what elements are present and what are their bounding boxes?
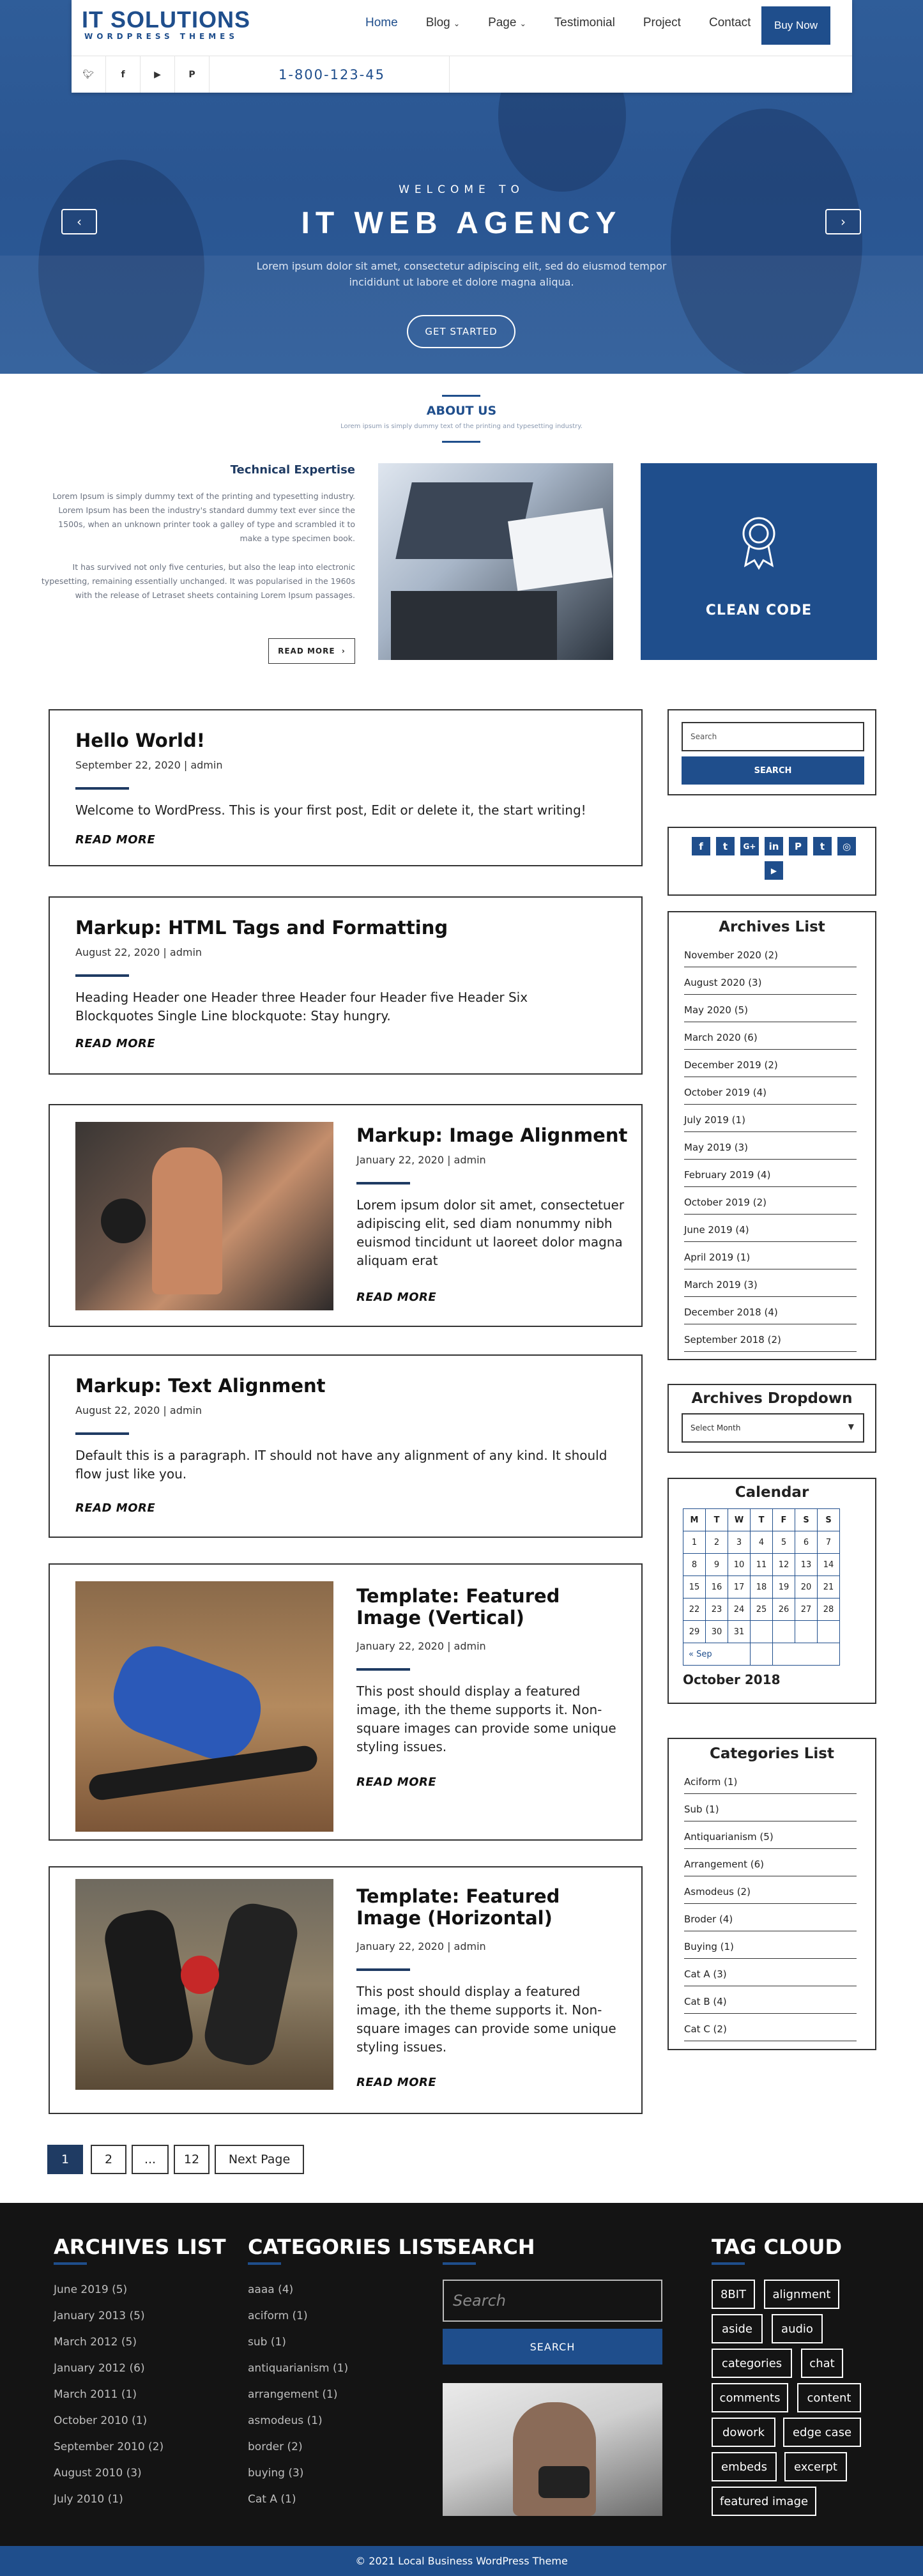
calendar-day bbox=[751, 1621, 773, 1643]
post-meta: August 22, 2020 | admin bbox=[75, 1404, 202, 1416]
award-icon bbox=[736, 513, 781, 571]
calendar-widget bbox=[667, 1478, 876, 1704]
hero-text: Lorem ipsum dolor sit amet, consectetur adipiscing elit, sed do eiusmod tempor incididunt ut labore et dolore magna aliqua. bbox=[256, 260, 667, 288]
post-title[interactable]: Markup: Text Alignment bbox=[75, 1375, 326, 1397]
calendar-day: 11 bbox=[751, 1554, 773, 1576]
category-link[interactable]: Cat B (4) bbox=[684, 1996, 727, 2007]
twitter-icon[interactable]: t bbox=[716, 837, 735, 855]
main-nav bbox=[365, 0, 779, 46]
post-meta: September 22, 2020 | admin bbox=[75, 759, 223, 771]
chevron-down-icon: ⌄ bbox=[454, 19, 461, 28]
archive-link[interactable]: July 2019 (1) bbox=[684, 1114, 745, 1126]
post-card bbox=[49, 896, 643, 1075]
calendar-day: 21 bbox=[818, 1576, 840, 1598]
calendar-day: 14 bbox=[818, 1554, 840, 1576]
list-divider bbox=[684, 1186, 857, 1187]
sidebar-search-button[interactable]: SEARCH bbox=[682, 756, 864, 785]
list-divider bbox=[684, 1296, 857, 1297]
calendar-table bbox=[683, 1508, 840, 1666]
footer-tag-title: TAG CLOUD bbox=[712, 2235, 842, 2259]
post-divider bbox=[356, 1968, 410, 1971]
youtube-icon[interactable]: ▶ bbox=[765, 861, 783, 880]
youtube-icon[interactable]: ▶ bbox=[141, 56, 175, 93]
page-2-button[interactable]: 2 bbox=[91, 2145, 126, 2174]
get-started-button[interactable]: GET STARTED bbox=[407, 315, 515, 348]
footer-category-link[interactable]: Cat A (1) bbox=[248, 2493, 296, 2506]
list-divider bbox=[684, 1131, 857, 1132]
post-divider bbox=[75, 1432, 129, 1435]
archives-title: Archives List bbox=[719, 919, 825, 935]
calendar-day-header: F bbox=[773, 1509, 795, 1531]
calendar-day: 3 bbox=[728, 1531, 751, 1554]
select-value: Select Month bbox=[690, 1423, 741, 1432]
tag-link[interactable]: alignment bbox=[764, 2280, 839, 2309]
calendar-day: 15 bbox=[683, 1576, 706, 1598]
archive-link[interactable]: December 2019 (2) bbox=[684, 1059, 778, 1071]
calendar-day: 30 bbox=[706, 1621, 728, 1643]
footer-divider bbox=[54, 2262, 87, 2265]
nav-project[interactable]: Project bbox=[643, 16, 681, 29]
category-link[interactable]: Asmodeus (2) bbox=[684, 1886, 751, 1897]
chevron-right-icon[interactable]: › bbox=[825, 209, 861, 234]
paper-shape bbox=[508, 508, 613, 591]
tag-link[interactable]: categories bbox=[712, 2349, 792, 2378]
list-divider bbox=[684, 1958, 857, 1959]
calendar-day-header: W bbox=[728, 1509, 751, 1531]
about-read-more-button[interactable] bbox=[268, 638, 355, 664]
list-divider bbox=[684, 1104, 857, 1105]
figure-shape bbox=[513, 2402, 596, 2516]
footer-archive-link[interactable]: October 2010 (1) bbox=[54, 2414, 148, 2427]
category-link[interactable]: Sub (1) bbox=[684, 1804, 719, 1815]
archive-link[interactable]: October 2019 (2) bbox=[684, 1197, 767, 1208]
category-link[interactable]: Aciform (1) bbox=[684, 1776, 738, 1788]
archives-month-select[interactable] bbox=[682, 1413, 864, 1443]
calendar-day: 1 bbox=[683, 1531, 706, 1554]
calendar-day: 7 bbox=[818, 1531, 840, 1554]
archives-dropdown-title: Archives Dropdown bbox=[691, 1390, 853, 1407]
footer-divider bbox=[248, 2262, 281, 2265]
footer-category-link[interactable]: aciform (1) bbox=[248, 2310, 308, 2322]
footer-category-link[interactable]: arrangement (1) bbox=[248, 2388, 338, 2401]
archive-link[interactable]: November 2020 (2) bbox=[684, 949, 778, 961]
header-phone[interactable]: 1-800-123-45 bbox=[215, 56, 450, 93]
footer-search-button[interactable]: SEARCH bbox=[443, 2329, 662, 2365]
post-title[interactable]: Markup: Image Alignment bbox=[356, 1124, 628, 1146]
footer-category-link[interactable]: antiquarianism (1) bbox=[248, 2362, 349, 2375]
tech-heading: Technical Expertise bbox=[230, 463, 355, 477]
archive-link[interactable]: May 2020 (5) bbox=[684, 1004, 748, 1016]
tag-link[interactable]: embeds bbox=[712, 2452, 777, 2481]
post-excerpt: Default this is a paragraph. IT should not have any alignment of any kind. It should flow just like you. bbox=[75, 1448, 607, 1482]
list-divider bbox=[684, 1241, 857, 1242]
footer-archive-link[interactable]: June 2019 (5) bbox=[54, 2283, 128, 2296]
post-title[interactable]: Markup: HTML Tags and Formatting bbox=[75, 917, 448, 939]
nav-blog-label: Blog bbox=[425, 16, 450, 29]
archive-link[interactable]: June 2019 (4) bbox=[684, 1224, 749, 1236]
post-divider bbox=[75, 787, 129, 790]
archives-widget bbox=[667, 911, 876, 1360]
search-widget bbox=[667, 709, 876, 795]
post-meta: January 22, 2020 | admin bbox=[356, 1640, 486, 1652]
footer-categories-title: CATEGORIES LIST bbox=[248, 2235, 448, 2259]
copyright-bar: © 2021 Local Business WordPress Theme bbox=[0, 2546, 923, 2576]
post-read-more-link[interactable]: READ MORE bbox=[356, 1291, 437, 1304]
calendar-day: 12 bbox=[773, 1554, 795, 1576]
nav-blog[interactable] bbox=[426, 16, 460, 30]
post-title[interactable]: Hello World! bbox=[75, 730, 205, 751]
page-1-button[interactable]: 1 bbox=[47, 2145, 83, 2174]
calendar-day bbox=[795, 1621, 818, 1643]
post-divider bbox=[75, 974, 129, 977]
about-subtitle: Lorem ipsum is simply dummy text of the printing and typesetting industry. bbox=[340, 423, 583, 430]
footer-archive-link[interactable]: September 2010 (2) bbox=[54, 2441, 164, 2453]
header-social bbox=[72, 56, 210, 93]
page-ellipsis: ... bbox=[132, 2145, 169, 2174]
tag-link[interactable]: aside bbox=[712, 2314, 763, 2343]
footer bbox=[0, 2203, 923, 2546]
calendar-title: Calendar bbox=[735, 1484, 809, 1501]
calendar-month: October 2018 bbox=[683, 1672, 781, 1687]
post-card bbox=[49, 1354, 643, 1538]
hero-welcome: WELCOME TO bbox=[399, 183, 524, 196]
list-divider bbox=[684, 2013, 857, 2014]
calendar-day: 24 bbox=[728, 1598, 751, 1621]
fitness-photo bbox=[75, 1879, 333, 2090]
about-paragraph: Lorem Ipsum is simply dummy text of the printing and typesetting industry. Lorem Ipsum has been the industry's standard dummy text ever since the 1500s, when an unknown printer took a galley of type and scrambled it to make a type specimen book. bbox=[52, 491, 355, 543]
buy-now-button[interactable]: Buy Now bbox=[761, 6, 830, 45]
calendar-day: 22 bbox=[683, 1598, 706, 1621]
hero-slider bbox=[0, 0, 923, 374]
ball-shape bbox=[181, 1956, 219, 1994]
tag-link[interactable]: 8BIT bbox=[712, 2280, 755, 2309]
post-card bbox=[49, 709, 643, 866]
list-divider bbox=[684, 1903, 857, 1904]
read-more-label: READ MORE bbox=[278, 647, 335, 656]
tag-link[interactable]: featured image bbox=[712, 2487, 816, 2516]
category-link[interactable]: Cat A (3) bbox=[684, 1968, 727, 1980]
chevron-down-icon: ▼ bbox=[848, 1422, 854, 1431]
calendar-day: 13 bbox=[795, 1554, 818, 1576]
calendar-day-header: S bbox=[818, 1509, 840, 1531]
list-divider bbox=[684, 1159, 857, 1160]
figure-shape bbox=[103, 1636, 271, 1770]
post-divider bbox=[356, 1182, 410, 1184]
pinterest-icon[interactable]: P bbox=[175, 56, 210, 93]
next-page-button[interactable]: Next Page bbox=[215, 2145, 304, 2174]
post-read-more-link[interactable]: READ MORE bbox=[75, 833, 156, 847]
post-meta: January 22, 2020 | admin bbox=[356, 1154, 486, 1166]
calendar-day: 19 bbox=[773, 1576, 795, 1598]
calendar-day: 31 bbox=[728, 1621, 751, 1643]
post-excerpt: This post should display a featured image, ith the theme supports it. Non-square images can provide some unique styling issues. bbox=[356, 1984, 616, 2055]
list-divider bbox=[684, 1351, 857, 1352]
google-plus-icon[interactable]: G+ bbox=[740, 837, 759, 855]
about-divider bbox=[442, 441, 480, 443]
logo-subtitle: WORDPRESS THEMES bbox=[84, 32, 239, 41]
calendar-day: 20 bbox=[795, 1576, 818, 1598]
archive-link[interactable]: March 2020 (6) bbox=[684, 1032, 758, 1043]
calendar-day: 18 bbox=[751, 1576, 773, 1598]
list-divider bbox=[684, 1049, 857, 1050]
dumbbell-shape bbox=[538, 2466, 590, 2498]
pinterest-icon[interactable]: P bbox=[789, 837, 807, 855]
calendar-next-cell bbox=[773, 1643, 840, 1666]
logo-title[interactable]: IT SOLUTIONS bbox=[82, 6, 250, 33]
calendar-day: 29 bbox=[683, 1621, 706, 1643]
categories-title: Categories List bbox=[709, 1745, 834, 1762]
hero-title: IT WEB AGENCY bbox=[301, 206, 622, 240]
calendar-day-header: S bbox=[795, 1509, 818, 1531]
calendar-day bbox=[818, 1621, 840, 1643]
archive-link[interactable]: September 2018 (2) bbox=[684, 1334, 781, 1346]
calendar-prev-link[interactable]: « Sep bbox=[683, 1643, 751, 1666]
footer-archive-link[interactable]: January 2012 (6) bbox=[54, 2362, 145, 2375]
calendar-day: 26 bbox=[773, 1598, 795, 1621]
calendar-day-header: T bbox=[706, 1509, 728, 1531]
figure-shape bbox=[101, 1906, 197, 2069]
nav-testimonial[interactable]: Testimonial bbox=[554, 16, 615, 29]
post-title[interactable]: Template: Featured Image (Vertical) bbox=[356, 1585, 560, 1629]
about-title: ABOUT US bbox=[426, 404, 497, 418]
gym-photo bbox=[443, 2383, 662, 2516]
clean-code-box bbox=[641, 463, 877, 660]
archive-link[interactable]: February 2019 (4) bbox=[684, 1169, 771, 1181]
chevron-left-icon[interactable]: ‹ bbox=[61, 209, 97, 234]
archive-link[interactable]: August 2020 (3) bbox=[684, 977, 762, 988]
footer-archives-title: ARCHIVES LIST bbox=[54, 2235, 226, 2259]
categories-widget bbox=[667, 1738, 876, 2050]
chevron-right-icon: › bbox=[341, 647, 346, 656]
page-12-button[interactable]: 12 bbox=[174, 2145, 210, 2174]
list-divider bbox=[684, 1793, 857, 1794]
post-excerpt: Lorem ipsum dolor sit amet, consectetuer adipiscing elit, sed diam nonummy nibh euismod tincidunt ut laoreet dolor magna aliquam erat bbox=[356, 1197, 625, 1268]
archive-link[interactable]: October 2019 (4) bbox=[684, 1087, 767, 1098]
calendar-day: 27 bbox=[795, 1598, 818, 1621]
tag-link[interactable]: edge case bbox=[783, 2418, 861, 2447]
facebook-icon[interactable]: f bbox=[692, 837, 710, 855]
post-divider bbox=[356, 1668, 410, 1671]
calendar-day: 9 bbox=[706, 1554, 728, 1576]
post-card bbox=[49, 1563, 643, 1841]
footer-archive-link[interactable]: January 2013 (5) bbox=[54, 2310, 145, 2322]
post-meta: January 22, 2020 | admin bbox=[356, 1940, 486, 1952]
nav-page-label: Page bbox=[488, 16, 517, 29]
post-read-more-link[interactable]: READ MORE bbox=[356, 1775, 437, 1789]
category-link[interactable]: Broder (4) bbox=[684, 1913, 733, 1925]
footer-divider bbox=[712, 2262, 745, 2265]
calendar-day: 28 bbox=[818, 1598, 840, 1621]
calendar-empty-cell bbox=[751, 1643, 773, 1666]
site-header bbox=[72, 0, 852, 93]
footer-category-link[interactable]: asmodeus (1) bbox=[248, 2414, 323, 2427]
archive-link[interactable]: April 2019 (1) bbox=[684, 1252, 751, 1263]
calendar-day: 16 bbox=[706, 1576, 728, 1598]
about-divider bbox=[442, 395, 480, 397]
calendar-day-header: M bbox=[683, 1509, 706, 1531]
footer-archive-link[interactable]: July 2010 (1) bbox=[54, 2493, 123, 2506]
footer-category-link[interactable]: sub (1) bbox=[248, 2336, 286, 2349]
archives-dropdown-widget bbox=[667, 1384, 876, 1453]
post-title[interactable]: Template: Featured Image (Horizontal) bbox=[356, 1885, 560, 1929]
nav-contact[interactable]: Contact bbox=[708, 16, 751, 29]
post-meta: August 22, 2020 | admin bbox=[75, 946, 202, 958]
footer-category-link[interactable]: aaaa (4) bbox=[248, 2283, 294, 2296]
tumblr-icon[interactable]: t bbox=[813, 837, 832, 855]
post-card bbox=[49, 1866, 643, 2114]
linkedin-icon[interactable]: in bbox=[765, 837, 783, 855]
category-link[interactable]: Arrangement (6) bbox=[684, 1859, 765, 1870]
post-excerpt: Heading Header one Header three Header four Header five Header Six Blockquotes Single Line blockquote: Stay hungry. bbox=[75, 990, 528, 1023]
tag-link[interactable]: audio bbox=[772, 2314, 823, 2343]
about-paragraph: It has survived not only five centuries, but also the leap into electronic typesetting, remaining essentially unchanged. It was popularised in the 1960s with the release of Letraset sheets containing Lorem Ipsum passages. bbox=[41, 562, 355, 600]
twitter-icon[interactable]: 🐦︎ bbox=[72, 56, 106, 93]
post-excerpt: This post should display a featured image, ith the theme supports it. Non-square images can provide some unique styling issues. bbox=[356, 1683, 616, 1754]
keyboard-shape bbox=[391, 591, 557, 660]
footer-search-input[interactable]: Search bbox=[443, 2280, 662, 2322]
calendar-day: 17 bbox=[728, 1576, 751, 1598]
post-read-more-link[interactable]: READ MORE bbox=[75, 1037, 156, 1050]
calendar-day: 10 bbox=[728, 1554, 751, 1576]
archive-link[interactable]: May 2019 (3) bbox=[684, 1142, 748, 1153]
nav-page[interactable] bbox=[488, 16, 526, 30]
archive-link[interactable]: December 2018 (4) bbox=[684, 1307, 778, 1318]
instagram-icon[interactable]: ◎ bbox=[837, 837, 856, 855]
footer-archive-link[interactable]: August 2010 (3) bbox=[54, 2467, 142, 2480]
post-card bbox=[49, 1104, 643, 1327]
post-excerpt: Welcome to WordPress. This is your first post, Edit or delete it, the start writing! bbox=[75, 802, 586, 818]
tag-link[interactable]: chat bbox=[801, 2349, 843, 2378]
category-link[interactable]: Buying (1) bbox=[684, 1941, 734, 1952]
post-read-more-link[interactable]: READ MORE bbox=[75, 1501, 156, 1515]
list-divider bbox=[684, 1214, 857, 1215]
calendar-day: 25 bbox=[751, 1598, 773, 1621]
tag-link[interactable]: comments bbox=[712, 2383, 788, 2412]
tag-link[interactable]: dowork bbox=[712, 2418, 775, 2447]
calendar-day-header: T bbox=[751, 1509, 773, 1531]
yoga-photo bbox=[75, 1581, 333, 1832]
calendar-day: 5 bbox=[773, 1531, 795, 1554]
calendar-day: 4 bbox=[751, 1531, 773, 1554]
list-divider bbox=[684, 1848, 857, 1849]
footer-archive-link[interactable]: March 2012 (5) bbox=[54, 2336, 137, 2349]
calendar-day bbox=[773, 1621, 795, 1643]
sidebar-search-input[interactable]: Search bbox=[682, 722, 864, 751]
calendar-day: 8 bbox=[683, 1554, 706, 1576]
footer-category-link[interactable]: buying (3) bbox=[248, 2467, 304, 2480]
list-divider bbox=[684, 994, 857, 995]
nav-home[interactable]: Home bbox=[365, 16, 398, 29]
category-link[interactable]: Cat C (2) bbox=[684, 2023, 727, 2035]
boxer-photo bbox=[75, 1122, 333, 1310]
post-read-more-link[interactable]: READ MORE bbox=[356, 2076, 437, 2089]
calendar-day: 2 bbox=[706, 1531, 728, 1554]
calendar-day: 23 bbox=[706, 1598, 728, 1621]
footer-search-title: SEARCH bbox=[443, 2235, 535, 2259]
category-link[interactable]: Antiquarianism (5) bbox=[684, 1831, 774, 1843]
tag-link[interactable]: excerpt bbox=[784, 2452, 847, 2481]
glove-shape bbox=[101, 1199, 146, 1243]
facebook-icon[interactable]: f bbox=[106, 56, 141, 93]
social-widget bbox=[667, 827, 876, 896]
clean-code-title: CLEAN CODE bbox=[705, 602, 812, 618]
laptop-photo bbox=[378, 463, 613, 660]
figure-shape bbox=[152, 1147, 222, 1294]
tag-link[interactable]: content bbox=[797, 2383, 861, 2412]
calendar-day: 6 bbox=[795, 1531, 818, 1554]
chevron-down-icon: ⌄ bbox=[519, 19, 526, 28]
footer-divider bbox=[443, 2262, 476, 2265]
footer-category-link[interactable]: border (2) bbox=[248, 2441, 303, 2453]
footer-archive-link[interactable]: March 2011 (1) bbox=[54, 2388, 137, 2401]
archive-link[interactable]: March 2019 (3) bbox=[684, 1279, 758, 1291]
